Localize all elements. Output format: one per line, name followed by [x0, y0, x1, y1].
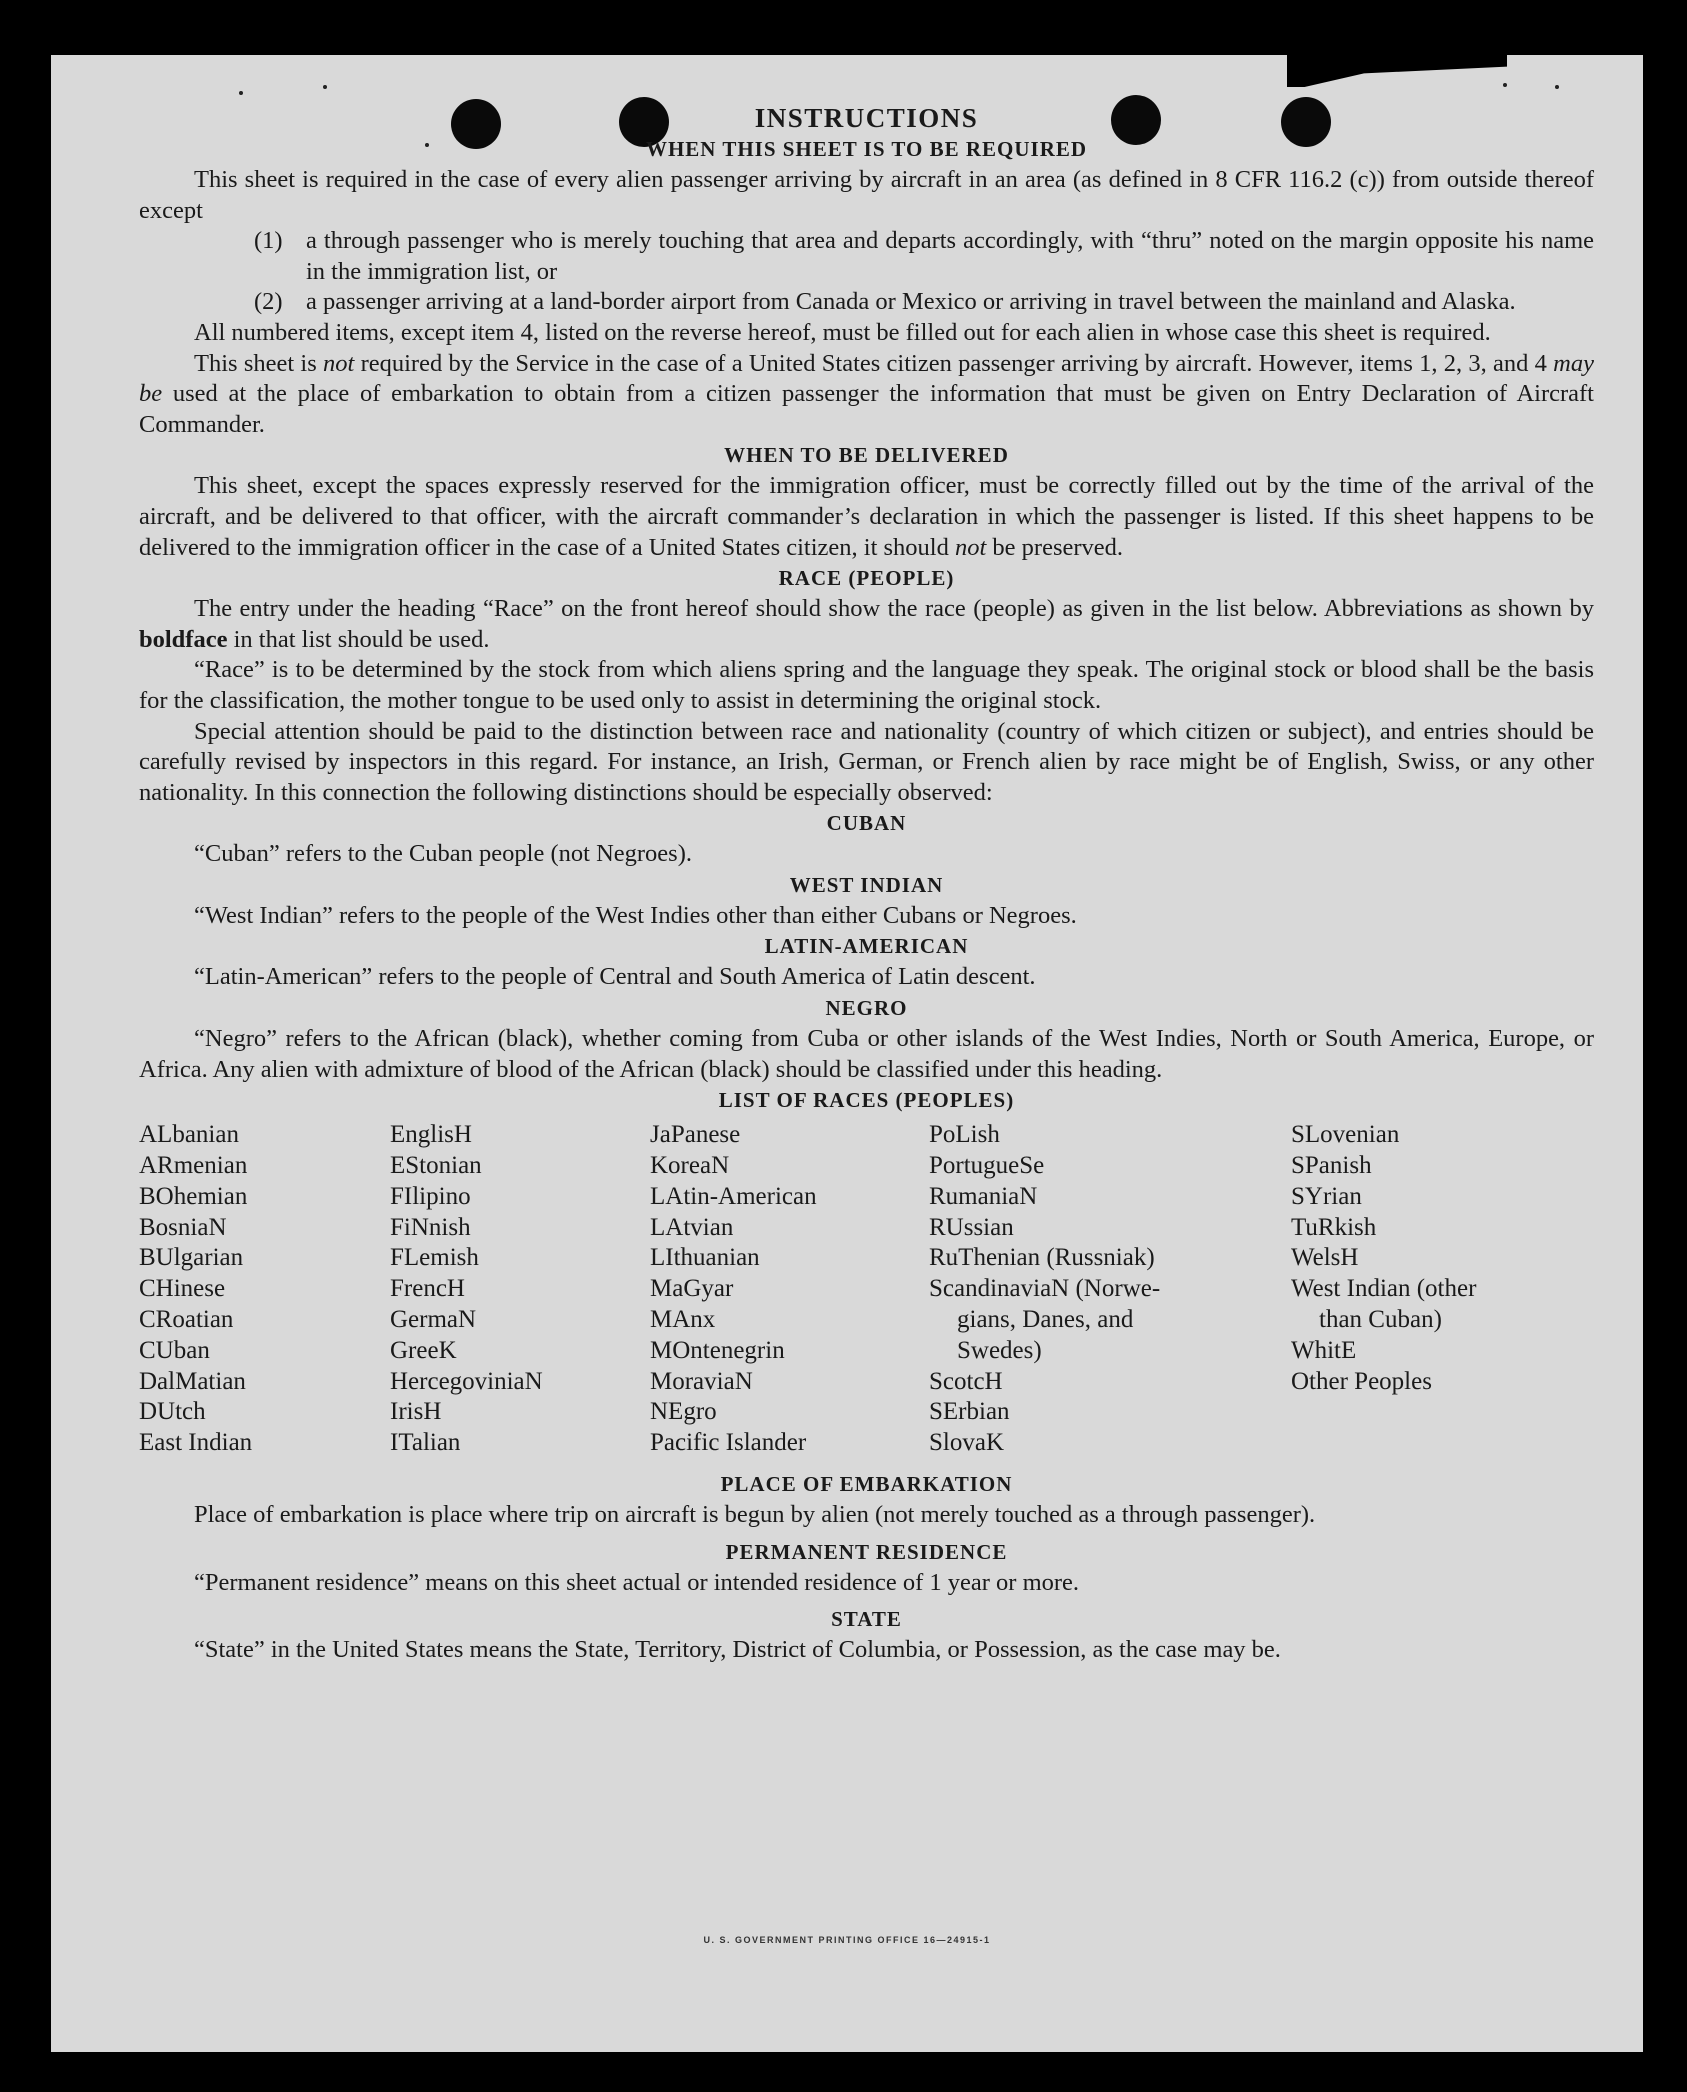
- race-item: ALbanian: [139, 1121, 239, 1149]
- race-item: FrencH: [390, 1275, 465, 1303]
- race-item: KoreaN: [650, 1152, 730, 1180]
- race-item-continued: gians, Danes, and: [957, 1306, 1134, 1334]
- paragraph-required: This sheet is required in the case of every alien passenger arriving by aircraft in an area (as defined in 8 CFR 116.2 (c)) from outside thereof except: [139, 166, 1594, 224]
- paragraph-race-1: The entry under the heading “Race” on the front hereof should show the race (people) as given in the list below. Abbreviations as shown by boldface in that list should be used.: [139, 595, 1594, 653]
- races-list: [139, 1120, 1594, 1459]
- paragraph-numbered-items: All numbered items, except item 4, listed on the reverse hereof, must be filled out for each alien in whose case this sheet is required.: [194, 318, 1491, 346]
- race-item: EStonian: [390, 1152, 482, 1180]
- speck: [239, 91, 243, 95]
- race-item: LAtvian: [650, 1213, 734, 1241]
- speck: [1555, 85, 1559, 89]
- race-item: BOhemian: [139, 1182, 248, 1210]
- race-item: West Indian (other: [1291, 1275, 1477, 1303]
- speck: [323, 85, 327, 89]
- race-item: ITalian: [390, 1429, 461, 1457]
- instruction-sheet: [51, 55, 1643, 2052]
- race-item: PoLish: [929, 1121, 1000, 1149]
- race-item: FiNnish: [390, 1213, 471, 1241]
- heading-negro: NEGRO: [825, 996, 908, 1021]
- race-item: ARmenian: [139, 1152, 248, 1180]
- heading-race: RACE (PEOPLE): [778, 566, 955, 591]
- paragraph-cuban: “Cuban” refers to the Cuban people (not Negroes).: [194, 840, 692, 868]
- heading-permanent-residence: PERMANENT RESIDENCE: [725, 1539, 1008, 1564]
- races-column-3: [650, 1120, 929, 1459]
- item-text: a through passenger who is merely touching that area and departs accordingly, with “thru” noted on the margin opposite his name in the immigration list, or: [306, 227, 1594, 285]
- paragraph-race-2: “Race” is to be determined by the stock from which aliens spring and the language they speak. The original stock or blood shall be the basis for the classification, the mother tongue to be used only to assist in determining the original stock.: [139, 656, 1594, 714]
- race-item: Other Peoples: [1291, 1367, 1432, 1395]
- race-item: Pacific Islander: [650, 1429, 807, 1457]
- race-item: SErbian: [929, 1398, 1010, 1426]
- printer-imprint: U. S. GOVERNMENT PRINTING OFFICE 16—24915-1: [703, 1935, 991, 1945]
- race-item: LIthuanian: [650, 1244, 760, 1272]
- race-item: ScandinaviaN (Norwe-: [929, 1275, 1161, 1303]
- races-column-4: [929, 1120, 1291, 1459]
- races-column-2: [390, 1120, 650, 1459]
- races-column-1: [139, 1120, 390, 1459]
- race-item: GreeK: [390, 1336, 457, 1364]
- race-item: LAtin-American: [650, 1182, 817, 1210]
- race-item: East Indian: [139, 1429, 253, 1457]
- race-item: FIlipino: [390, 1182, 471, 1210]
- exception-item-2: [139, 287, 1594, 318]
- race-item: TuRkish: [1291, 1213, 1377, 1241]
- race-item: CRoatian: [139, 1306, 234, 1334]
- heading-when-required: WHEN THIS SHEET IS TO BE REQUIRED: [645, 137, 1088, 161]
- paragraph-state: “State” in the United States means the State, Territory, District of Columbia, or Possession, as the case may be.: [194, 1636, 1281, 1664]
- paragraph-west-indian: “West Indian” refers to the people of the West Indies other than either Cubans or Negroes.: [194, 901, 1077, 929]
- race-item: GermaN: [390, 1306, 477, 1334]
- paragraph-citizen: This sheet is not required by the Service in the case of a United States citizen passenger arriving by aircraft. However, items 1, 2, 3, and 4 may be used at the place of embarkation to obtain from a citizen passenger the information that must be given on Entry Declaration of Aircraft Commander.: [139, 349, 1594, 438]
- paragraph-negro: “Negro” refers to the African (black), whether coming from Cuba or other islands of the West Indies, North or South America, Europe, or Africa. Any alien with admixture of blood of the African (black) should be classified under this heading.: [139, 1025, 1594, 1083]
- race-item: RUssian: [929, 1213, 1014, 1241]
- race-item: IrisH: [390, 1398, 442, 1426]
- race-item: BUlgarian: [139, 1244, 244, 1272]
- race-item-continued: than Cuban): [1319, 1306, 1442, 1334]
- race-item: JaPanese: [650, 1121, 741, 1149]
- race-item: EnglisH: [390, 1121, 472, 1149]
- heading-cuban: CUBAN: [826, 811, 907, 836]
- race-item: CUban: [139, 1336, 210, 1364]
- paragraph-latin-american: “Latin-American” refers to the people of Central and South America of Latin descent.: [194, 963, 1036, 991]
- race-item: SPanish: [1291, 1152, 1372, 1180]
- exception-item-1: [139, 226, 1594, 287]
- page-title: INSTRUCTIONS: [754, 103, 979, 133]
- race-item: WelsH: [1291, 1244, 1359, 1272]
- races-column-5: [1291, 1120, 1551, 1459]
- race-item: CHinese: [139, 1275, 226, 1303]
- item-number: (2): [254, 288, 283, 316]
- instructions-text: [139, 102, 1594, 1666]
- item-number: (1): [254, 227, 283, 255]
- item-text: a passenger arriving at a land-border airport from Canada or Mexico or arriving in travel between the mainland and Alaska.: [306, 288, 1516, 316]
- race-item: BosniaN: [139, 1213, 227, 1241]
- heading-place-of-embarkation: PLACE OF EMBARKATION: [720, 1472, 1013, 1497]
- race-item: SlovaK: [929, 1429, 1004, 1457]
- race-item: FLemish: [390, 1244, 479, 1272]
- race-item-continued: Swedes): [957, 1336, 1042, 1364]
- paragraph-residence: “Permanent residence” means on this sheet actual or intended residence of 1 year or more.: [194, 1568, 1080, 1596]
- race-item: HercegoviniaN: [390, 1367, 543, 1395]
- heading-when-delivered: WHEN TO BE DELIVERED: [724, 443, 1009, 468]
- paragraph-race-3: Special attention should be paid to the distinction between race and nationality (country of which citizen or subject), and entries should be carefully revised by inspectors in this regard. For instance, an Irish, German, or French alien by race might be of English, Swiss, or any other nationality. In this connection the following distinctions should be especially observed:: [139, 717, 1594, 806]
- speck: [1503, 83, 1507, 87]
- race-item: ScotcH: [929, 1367, 1003, 1395]
- race-item: PortugueSe: [929, 1152, 1045, 1180]
- heading-state: STATE: [831, 1607, 902, 1632]
- heading-list-of-races: LIST OF RACES (PEOPLES): [718, 1088, 1015, 1113]
- race-item: RumaniaN: [929, 1182, 1038, 1210]
- race-item: MAnx: [650, 1306, 716, 1334]
- race-item: DUtch: [139, 1398, 206, 1426]
- race-item: NEgro: [650, 1398, 717, 1426]
- race-item: MaGyar: [650, 1275, 734, 1303]
- race-item: MoraviaN: [650, 1367, 753, 1395]
- race-item: DalMatian: [139, 1367, 246, 1395]
- paragraph-embarkation: Place of embarkation is place where trip on aircraft is begun by alien (not merely touched as a through passenger).: [194, 1501, 1316, 1529]
- race-item: RuThenian (Russniak): [929, 1244, 1155, 1272]
- paragraph-delivered: This sheet, except the spaces expressly reserved for the immigration officer, must be correctly filled out by the time of the arrival of the aircraft, and be delivered to that officer, with the aircraft commander’s declaration in which the passenger is listed. If this sheet happens to be delivered to the immigration officer in the case of a United States citizen, it should not be preserved.: [139, 472, 1594, 561]
- race-item: SYrian: [1291, 1182, 1362, 1210]
- torn-corner: [1287, 53, 1507, 87]
- heading-west-indian: WEST INDIAN: [789, 872, 944, 897]
- race-item: SLovenian: [1291, 1121, 1400, 1149]
- race-item: MOntenegrin: [650, 1336, 785, 1364]
- heading-latin-american: LATIN-AMERICAN: [764, 934, 969, 959]
- race-item: WhitE: [1291, 1336, 1357, 1364]
